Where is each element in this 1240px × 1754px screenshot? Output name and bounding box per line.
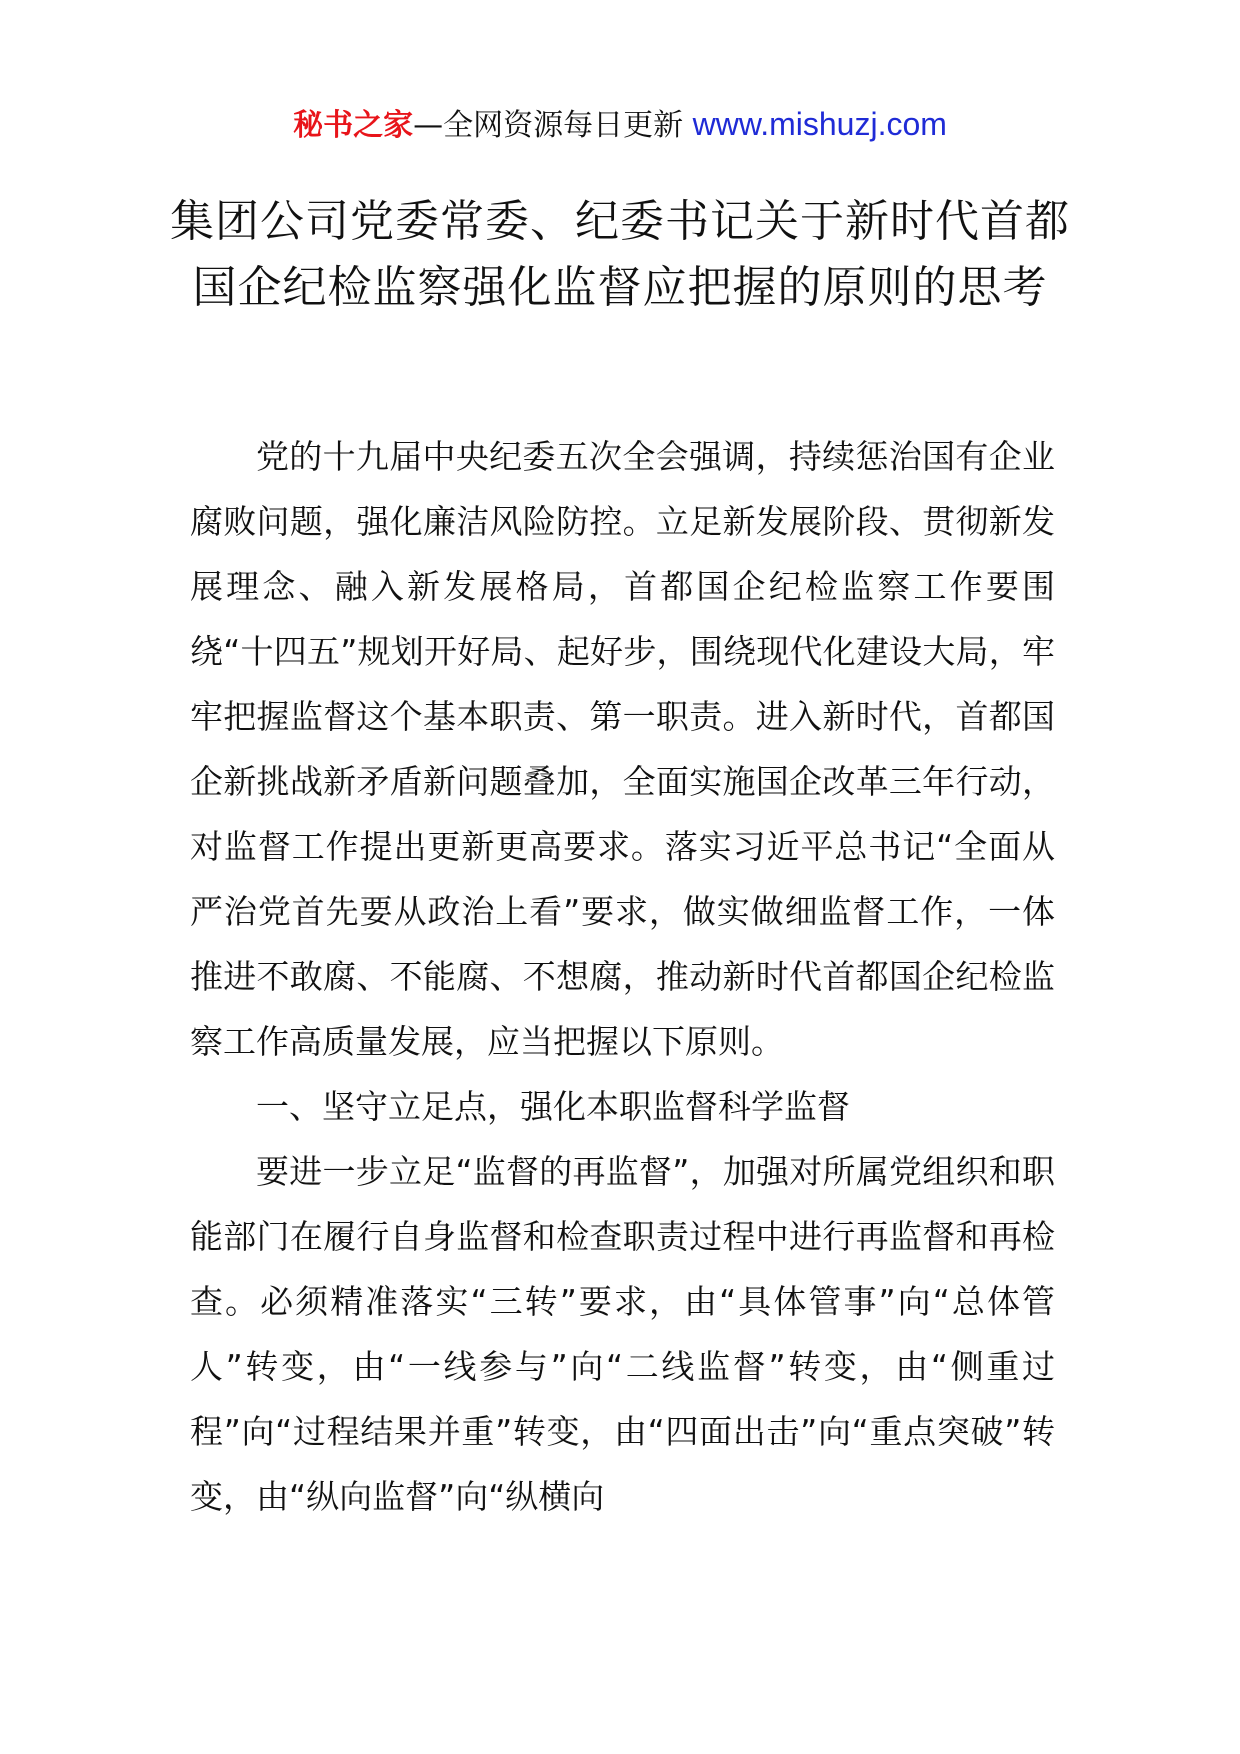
paragraph: 要进一步立足“监督的再监督”，加强对所属党组织和职能部门在履行自身监督和检查职责过程中进行再监督和再检查。必须精准落实“三转”要求，由“具体管事”向“总体管人”转变，由“一线参与”向“二线监督”转变，由“侧重过程”向“过程结果并重”转变，由“四面出击”向“重点突破”转变，由“纵向监督”向“纵横向 [190,1152,1055,1516]
site-url-link[interactable]: www.mishuzj.com [692,106,947,142]
site-brand: 秘书之家 [293,108,414,143]
section-heading: 一、坚守立足点，强化本职监督科学监督 [256,1087,850,1126]
document-body [190,424,1055,1529]
site-header [0,100,1240,150]
site-slogan: —全网资源每日更新 [413,108,693,143]
document-title: 集团公司党委常委、纪委书记关于新时代首都国企纪检监察强化监督应把握的原则的思考 [170,196,1070,314]
paragraph: 党的十九届中央纪委五次全会强调，持续惩治国有企业腐败问题，强化廉洁风险防控。立足新发展阶段、贯彻新发展理念、融入新发展格局，首都国企纪检监察工作要围绕“十四五”规划开好局、起好步，围绕现代化建设大局，牢牢把握监督这个基本职责、第一职责。进入新时代，首都国企新挑战新矛盾新问题叠加，全面实施国企改革三年行动，对监督工作提出更新更高要求。落实习近平总书记“全面从严治党首先要从政治上看”要求，做实做细监督工作，一体推进不敢腐、不能腐、不想腐，推动新时代首都国企纪检监察工作高质量发展，应当把握以下原则。 [190,437,1055,1061]
